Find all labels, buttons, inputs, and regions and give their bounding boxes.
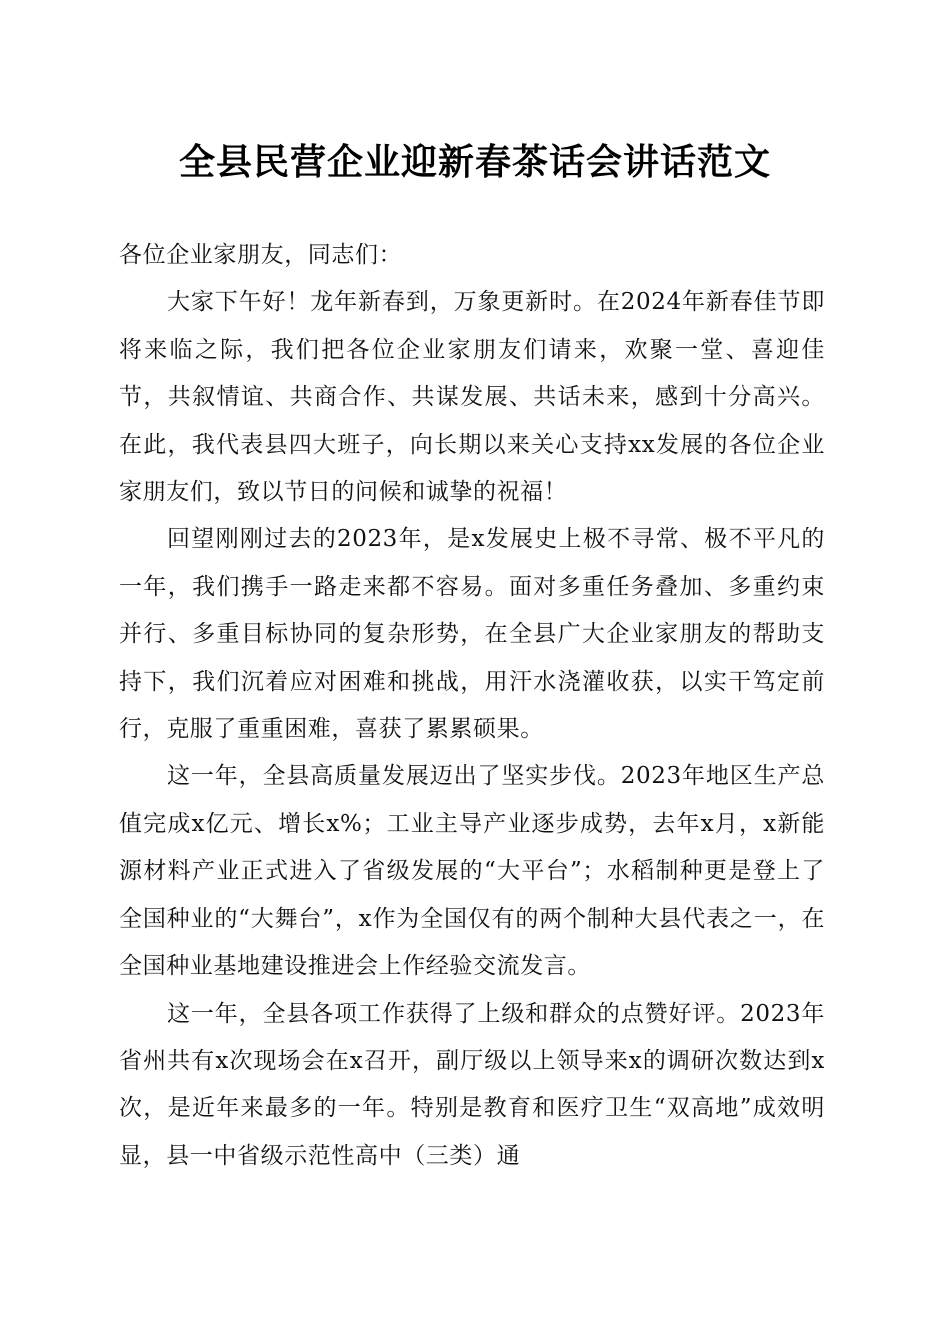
paragraph-recognition: 这一年，全县各项工作获得了上级和群众的点赞好评。2023年省州共有x次现场会在x召开，副厅级以上领导来x的调研次数达到x次，是近年来最多的一年。特别是教育和医疗卫生“双高地”成效明显，县一中省级示范性高中（三类）通 <box>119 1000 825 1169</box>
paragraph-review-2023: 回望刚刚过去的2023年，是x发展史上极不寻常、极不平凡的一年，我们携手一路走来都不容易。面对多重任务叠加、多重约束并行、多重目标协同的复杂形势，在全县广大企业家朋友的帮助支持下，我们沉着应对困难和挑战，用汗水浇灌收获，以实干笃定前行，克服了重重困难，喜获了累累硕果。 <box>119 526 825 743</box>
salutation: 各位企业家朋友，同志们： <box>119 242 403 268</box>
paragraph-greeting: 大家下午好！龙年新春到，万象更新时。在2024年新春佳节即将来临之际，我们把各位企业家朋友们请来，欢聚一堂、喜迎佳节，共叙情谊、共商合作、共谋发展、共话未来，感到十分高兴。在此，我代表县四大班子，向长期以来关心支持xx发展的各位企业家朋友们，致以节日的问候和诚挚的祝福！ <box>119 289 825 506</box>
paragraph-development: 这一年，全县高质量发展迈出了坚实步伐。2023年地区生产总值完成x亿元、增长x%；工业主导产业逐步成势，去年x月，x新能源材料产业正式进入了省级发展的“大平台”；水稻制种更是登上了全国种业的“大舞台”，x作为全国仅有的两个制种大县代表之一，在全国种业基地建设推进会上作经验交流发言。 <box>119 763 825 980</box>
document-title: 全县民营企业迎新春茶话会讲话范文 <box>178 141 771 183</box>
document-body <box>119 232 825 1180</box>
